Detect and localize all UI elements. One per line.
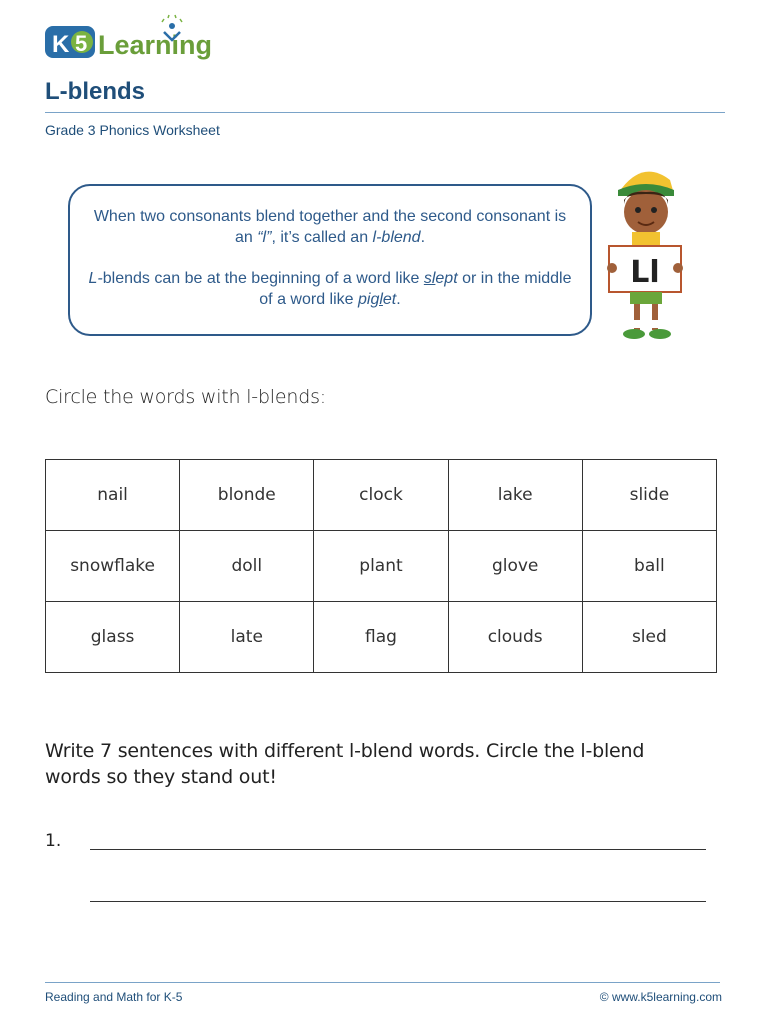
sentence-instruction: Write 7 sentences with different l-blend words. Circle the l-blend words so they stand out! (45, 740, 645, 788)
svg-text:K: K (52, 31, 70, 58)
term-l-blend: l-blend (372, 229, 421, 246)
word-row (46, 531, 717, 602)
sign-text: Ll (630, 255, 660, 290)
svg-text:5: 5 (75, 31, 88, 56)
word-cell[interactable]: glass (46, 602, 180, 673)
title-divider (45, 112, 725, 113)
word-cell[interactable]: ball (582, 531, 716, 602)
letter-l: “l” (257, 229, 272, 246)
word-cell[interactable]: clouds (448, 602, 582, 673)
k5learning-logo (44, 14, 216, 62)
word-cell[interactable]: flag (314, 602, 448, 673)
word-row (46, 460, 717, 531)
word-grid (45, 459, 717, 673)
word-cell[interactable]: sled (582, 602, 716, 673)
answer-line[interactable] (90, 849, 706, 850)
page-title: L-blends (45, 78, 145, 105)
footer-divider (45, 982, 720, 983)
footer-tagline: Reading and Math for K-5 (45, 990, 183, 1004)
item-number: 1. (45, 831, 62, 851)
example-paragraph: L-blends can be at the beginning of a word like slept or in the middle of a word like piglet. (88, 270, 572, 308)
answer-line[interactable] (90, 901, 706, 902)
example-slept: slept (423, 270, 458, 287)
word-cell[interactable]: lake (448, 460, 582, 531)
word-cell[interactable]: blonde (180, 460, 314, 531)
word-cell[interactable]: glove (448, 531, 582, 602)
word-cell[interactable]: clock (314, 460, 448, 531)
example-piglet: piglet (358, 291, 397, 308)
word-cell[interactable]: late (180, 602, 314, 673)
definition-box (68, 184, 592, 336)
word-cell[interactable]: slide (582, 460, 716, 531)
word-cell[interactable]: doll (180, 531, 314, 602)
definition-paragraph: When two consonants blend together and the second consonant is an “l”, it’s called an l-blend. (93, 208, 567, 246)
word-row (46, 602, 717, 673)
svg-text:Learning: Learning (98, 30, 213, 60)
word-cell[interactable]: snowflake (46, 531, 180, 602)
word-cell[interactable]: nail (46, 460, 180, 531)
footer-website-link[interactable]: © www.k5learning.com (599, 990, 722, 1004)
word-cell[interactable]: plant (314, 531, 448, 602)
circle-instruction: Circle the words with l-blends: (45, 386, 326, 408)
page-subtitle: Grade 3 Phonics Worksheet (45, 122, 220, 138)
boy-holding-sign-icon (604, 160, 686, 350)
